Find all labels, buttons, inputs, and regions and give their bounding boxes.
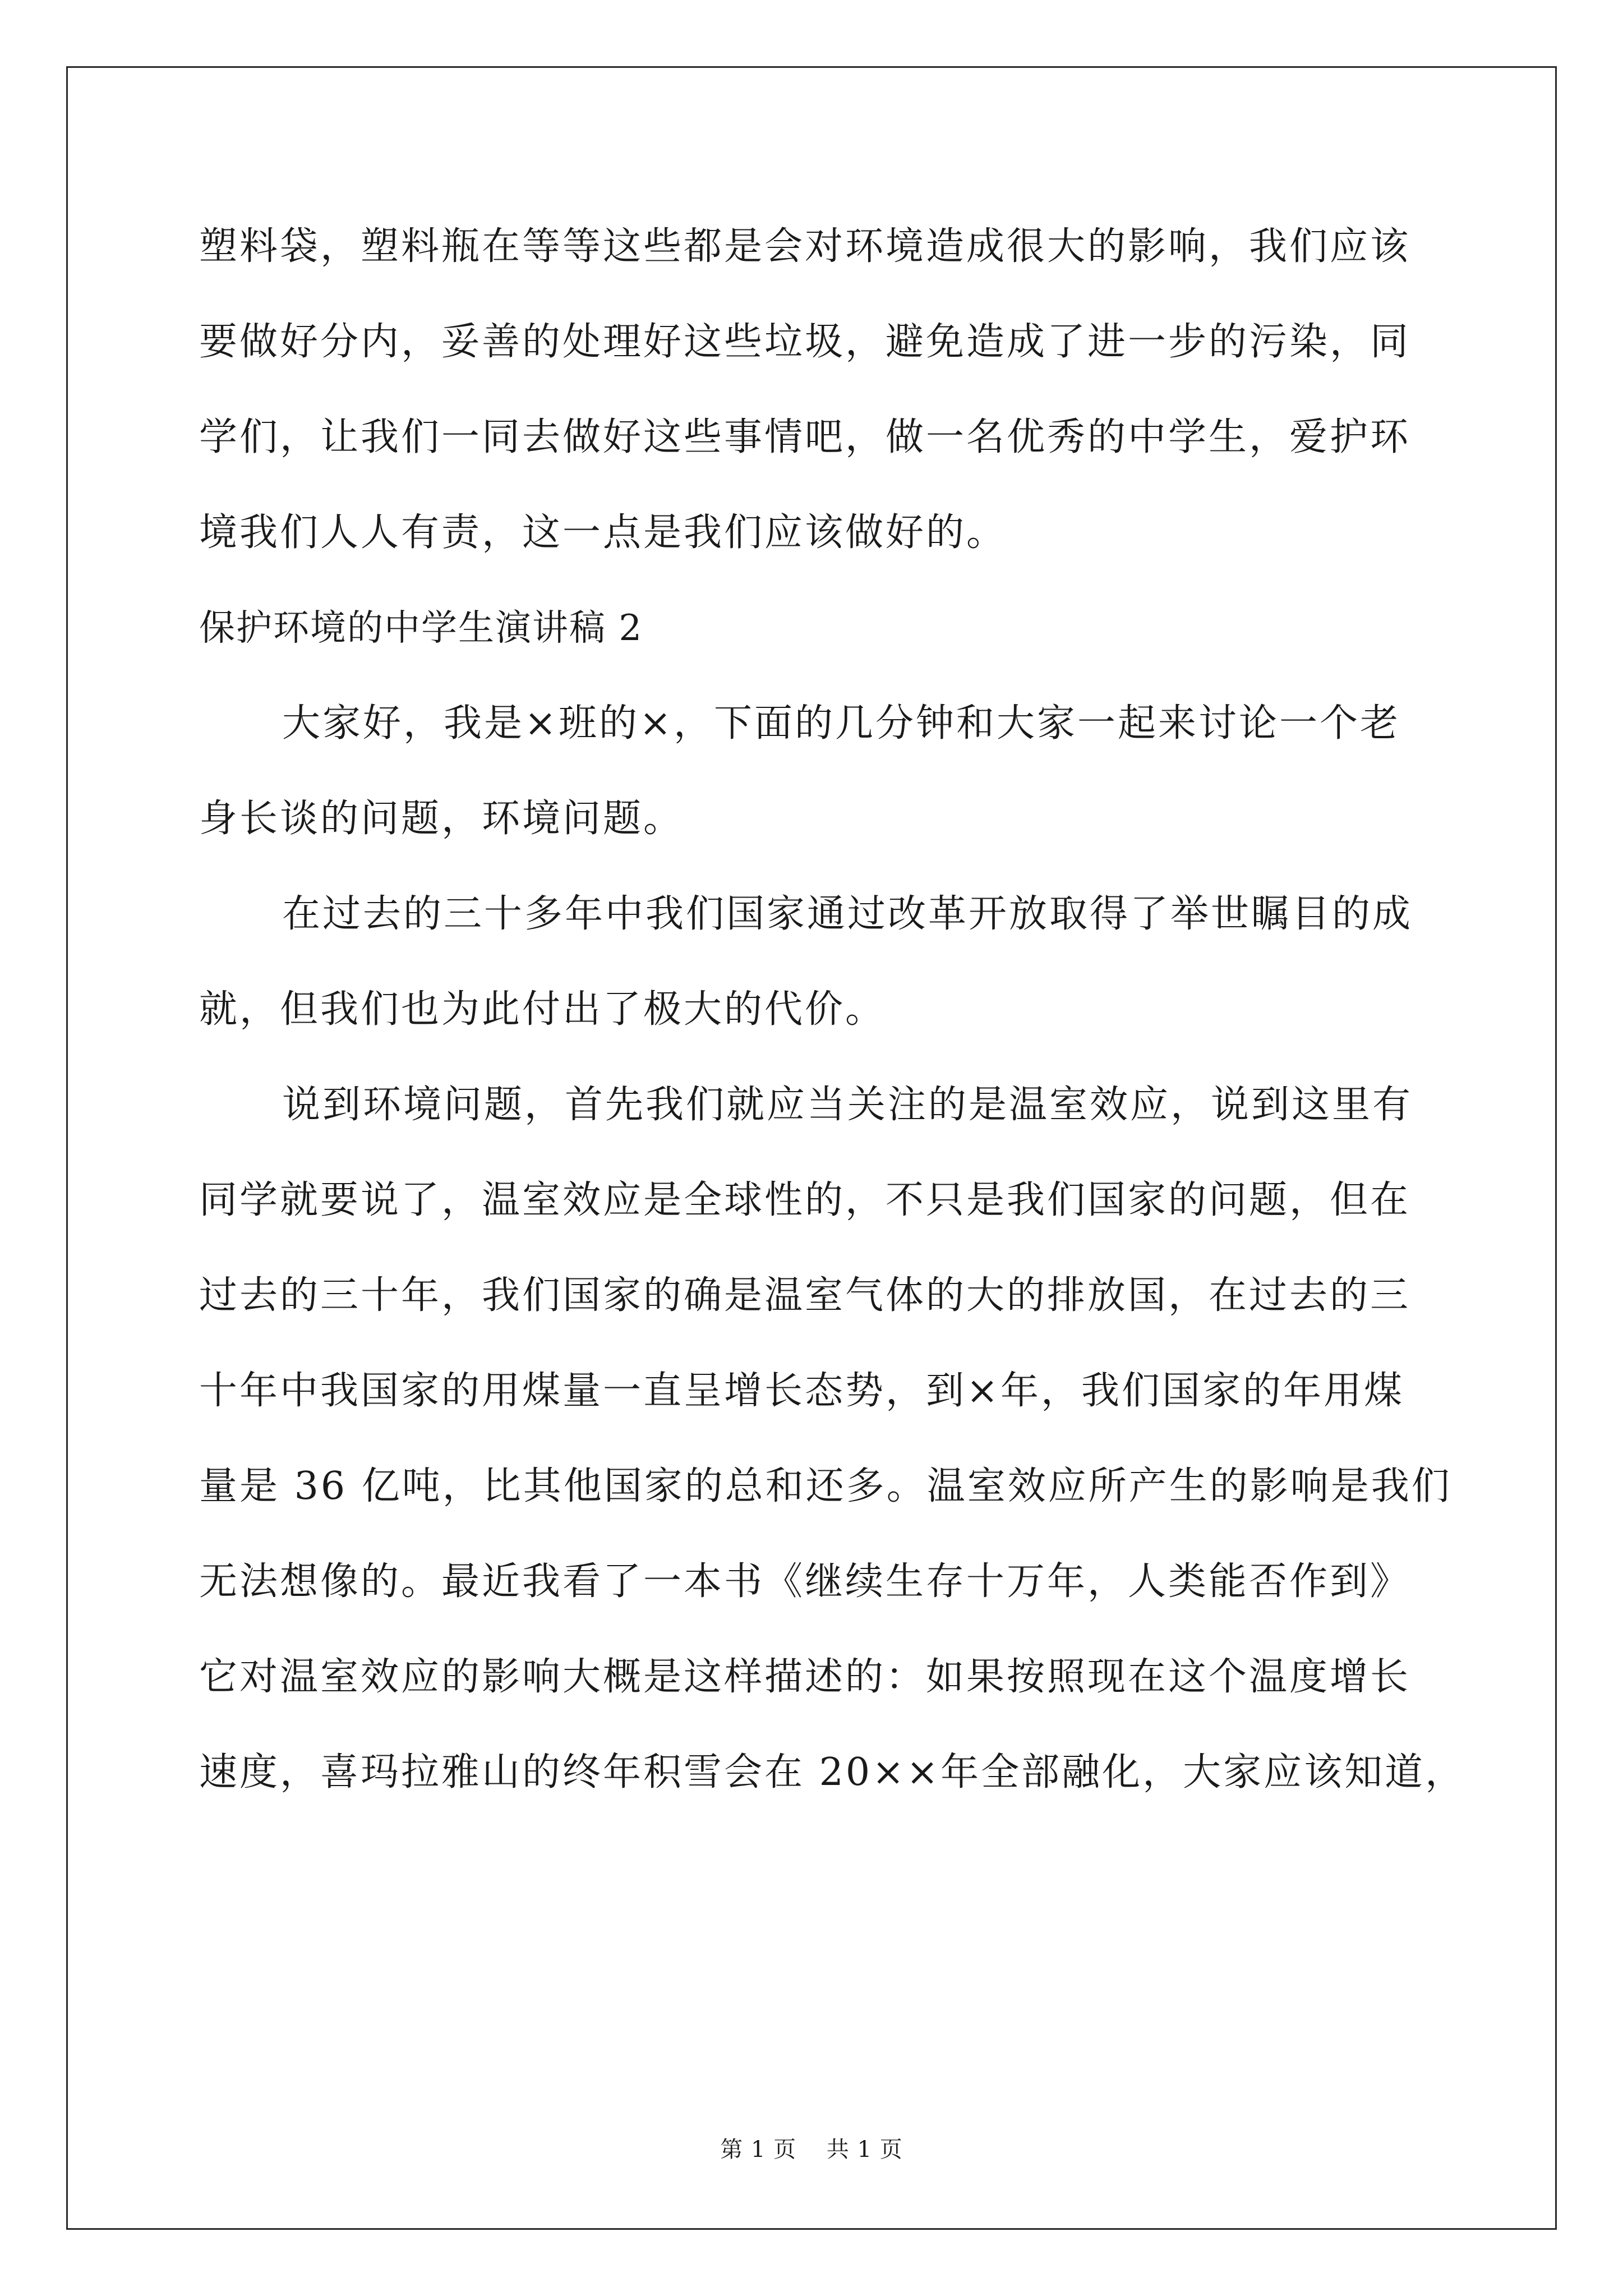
- text-line: 它对温室效应的影响大概是这样描述的：如果按照现在这个温度增长: [199, 1655, 1411, 1699]
- text-line: 无法想像的。最近我看了一本书《继续生存十万年，人类能否作到》: [199, 1559, 1411, 1604]
- text-line: 过去的三十年，我们国家的确是温室气体的大的排放国，在过去的三: [199, 1273, 1411, 1318]
- text-line: 十年中我国家的用煤量一直呈增长态势，到×年，我们国家的年用煤: [199, 1369, 1404, 1413]
- text-line: 要做好分内，妥善的处理好这些垃圾，避免造成了进一步的污染，同: [199, 320, 1411, 364]
- text-line: 境我们人人有责，这一点是我们应该做好的。: [199, 510, 1007, 555]
- text-line: 量是 36 亿吨，比其他国家的总和还多。温室效应所产生的影响是我们: [199, 1464, 1452, 1508]
- text-line: 身长谈的问题，环境问题。: [199, 797, 684, 841]
- text-line: 速度，喜玛拉雅山的终年积雪会在 20××年全部融化，大家应该知道，: [199, 1750, 1466, 1795]
- paragraph-first-line: 大家好，我是×班的×，下面的几分钟和大家一起来讨论一个老: [282, 701, 1400, 746]
- text-line: 同学就要说了，温室效应是全球性的，不只是我们国家的问题，但在: [199, 1178, 1411, 1222]
- section-heading: 保护环境的中学生演讲稿 2: [199, 608, 643, 649]
- text-line: 就，但我们也为此付出了极大的代价。: [199, 987, 886, 1032]
- paragraph-first-line: 在过去的三十多年中我们国家通过改革开放取得了举世瞩目的成: [282, 892, 1413, 936]
- document-body: [199, 199, 1466, 1820]
- text-line: 塑料袋，塑料瓶在等等这些都是会对环境造成很大的影响，我们应该: [199, 224, 1411, 269]
- paragraph-first-line: 说到环境问题，首先我们就应当关注的是温室效应，说到这里有: [282, 1083, 1413, 1127]
- text-line: 学们，让我们一同去做好这些事情吧，做一名优秀的中学生，爱护环: [199, 415, 1411, 459]
- page-total: 共 1 页: [826, 2137, 903, 2162]
- page-number: 第 1 页: [720, 2137, 797, 2162]
- page-footer: [0, 2132, 1623, 2164]
